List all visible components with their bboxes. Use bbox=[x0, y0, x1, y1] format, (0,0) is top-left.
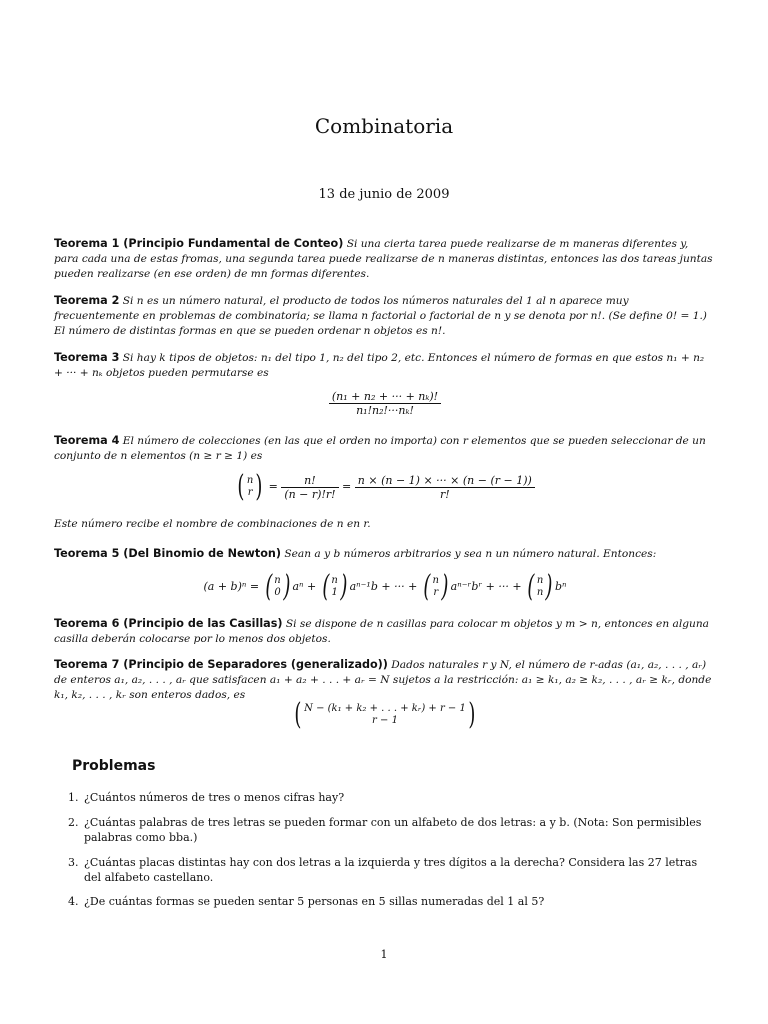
binom-bottom: 0 bbox=[274, 587, 281, 598]
fraction bbox=[355, 474, 535, 501]
problem-text: ¿De cuántas formas se pueden sentar 5 personas en 5 sillas numeradas del 1 al 5? bbox=[84, 895, 545, 908]
problem-text: ¿Cuántas palabras de tres letras se pueden formar con un alfabeto de dos letras: a y b. (Nota: Son permisibles palabras como bba.) bbox=[84, 816, 702, 844]
theorem-name: Teorema 5 (Del Binomio de Newton) bbox=[54, 547, 281, 560]
theorem-body: Si n es un número natural, el producto de todos los números naturales del 1 al n aparece muy frecuentemente en problemas de combinatoria; se llama n factorial o factorial de n y se denota por n!. (Se define 0! = 1.) El número de distintas formas en que se pueden ordenar n objetos es n!. bbox=[54, 295, 707, 337]
binom-bottom: 1 bbox=[331, 587, 338, 598]
theorem-body: Si una cierta tarea puede realizarse de m maneras diferentes y, para cada una de estas fromas, una segunda tarea puede realizarse de n maneras distintas, entonces las dos tareas juntas pueden realizarse (en ese orden) de mn formas diferentes. bbox=[54, 238, 713, 280]
binom-top: n bbox=[274, 575, 281, 586]
fraction-numerator: n × (n − 1) × ··· × (n − (r − 1)) bbox=[355, 474, 535, 488]
page-number: 1 bbox=[380, 948, 388, 961]
theorem-name: Teorema 4 bbox=[54, 434, 120, 447]
theorem-name: Teorema 3 bbox=[54, 351, 120, 364]
theorem-1 bbox=[54, 236, 716, 282]
problem-text: ¿Cuántas placas distintas hay con dos letras a la izquierda y tres dígitos a la derecha? Considera las 27 letras del alfabeto castellano. bbox=[84, 856, 698, 884]
binom-top: n bbox=[246, 475, 254, 486]
theorem-5-formula bbox=[54, 569, 716, 604]
date: 13 de junio de 2009 bbox=[318, 187, 450, 202]
theorem-5 bbox=[54, 546, 716, 562]
theorem-body: Si se dispone de n casillas para colocar m objetos y m > n, entonces en alguna casilla deberán colocarse por lo menos dos objetos. bbox=[54, 618, 709, 645]
binomial: ( n r ) bbox=[423, 569, 449, 604]
fraction-denominator: (n − r)!r! bbox=[284, 487, 336, 501]
page-title: Combinatoria bbox=[314, 114, 454, 138]
formula-lhs: (a + b)ⁿ = bbox=[203, 580, 260, 593]
problem-text: ¿Cuántos números de tres o menos cifras hay? bbox=[84, 791, 345, 804]
fraction-numerator: (n₁ + n₂ + ··· + nₖ)! bbox=[329, 390, 441, 404]
theorem-body: Dados naturales r y N, el número de r-adas (a₁, a₂, . . . , aᵣ) de enteros a₁, a₂, . . . , aᵣ que satisfacen a₁ + a₂ + . . . + aᵣ = N sujetos a la restricción: a₁ ≥ k₁, a₂ ≥ k₂, . . . , aᵣ ≥ kᵣ, donde k₁, k₂, . . . , kᵣ son enteros dados, es bbox=[54, 659, 712, 701]
fraction bbox=[281, 474, 338, 501]
theorem-body: El número de colecciones (en las que el orden no importa) con r elementos que se pueden seleccionar de un conjunto de n elementos (n ≥ r ≥ 1) es bbox=[54, 435, 706, 462]
binom-top: n bbox=[536, 575, 544, 586]
theorem-7 bbox=[54, 657, 716, 703]
binomial: ( n r ) bbox=[237, 469, 263, 504]
problem-number: 3. bbox=[68, 856, 79, 869]
theorem-4-formula: ( n r ) = $\frac{n!}{(n - r)!r!}$ = $\frac{n \times (n - 1) \times \cdot\cdot\cdot \times (n - (r - 1))}{r!}$ bbox=[54, 472, 716, 502]
theorem-body: Sean a y b números arbitrarios y sea n un número natural. Entonces: bbox=[284, 548, 657, 560]
theorem-3-formula bbox=[54, 390, 716, 417]
fraction bbox=[329, 390, 441, 417]
theorem-6 bbox=[54, 616, 716, 647]
binomial: ( n n ) bbox=[527, 569, 553, 604]
theorem-name: Teorema 7 (Principio de Separadores (generalizado)) bbox=[54, 658, 388, 671]
binom-bottom: r bbox=[433, 587, 439, 598]
binomial: ( N − (k₁ + k₂ + . . . + kᵣ) + r − 1 r − 1 ) bbox=[294, 697, 476, 732]
fraction-numerator: n! bbox=[281, 474, 338, 488]
theorem-4-note: Este número recibe el nombre de combinaciones de n en r. bbox=[54, 518, 371, 530]
formula-term: aⁿ⁻ʳbʳ + ··· + bbox=[450, 580, 522, 593]
formula-term: bⁿ bbox=[554, 580, 567, 593]
problems-heading: Problemas bbox=[72, 758, 156, 774]
theorem-name: Teorema 1 (Principio Fundamental de Conteo) bbox=[54, 237, 344, 250]
binom-bottom: r − 1 bbox=[372, 715, 398, 726]
theorem-body: Si hay k tipos de objetos: n₁ del tipo 1, n₂ del tipo 2, etc. Entonces el número de formas en que estos n₁ + n₂ + ··· + nₖ objetos pueden permutarse es bbox=[54, 352, 705, 379]
theorem-2 bbox=[54, 293, 716, 339]
theorem-4 bbox=[54, 433, 716, 464]
problem-number: 4. bbox=[68, 895, 79, 908]
theorem-7-formula bbox=[54, 697, 716, 732]
theorem-name: Teorema 2 bbox=[54, 294, 120, 307]
binom-bottom: n bbox=[536, 587, 544, 598]
binom-top: N − (k₁ + k₂ + . . . + kᵣ) + r − 1 bbox=[304, 703, 466, 714]
binom-top: n bbox=[432, 575, 439, 586]
problem-number: 1. bbox=[68, 791, 79, 804]
binom-bottom: r bbox=[247, 487, 253, 498]
fraction-denominator: n₁!n₂!···nₖ! bbox=[356, 404, 414, 417]
binomial: ( n 0 ) bbox=[264, 569, 291, 604]
binomial: ( n 1 ) bbox=[322, 569, 348, 604]
formula-term: aⁿ + bbox=[292, 580, 317, 593]
theorem-3 bbox=[54, 350, 716, 381]
fraction-denominator: r! bbox=[439, 487, 450, 501]
binom-top: n bbox=[331, 575, 338, 586]
problem-number: 2. bbox=[68, 816, 79, 829]
formula-term: aⁿ⁻¹b + ··· + bbox=[349, 580, 418, 593]
theorem-name: Teorema 6 (Principio de las Casillas) bbox=[54, 617, 283, 630]
